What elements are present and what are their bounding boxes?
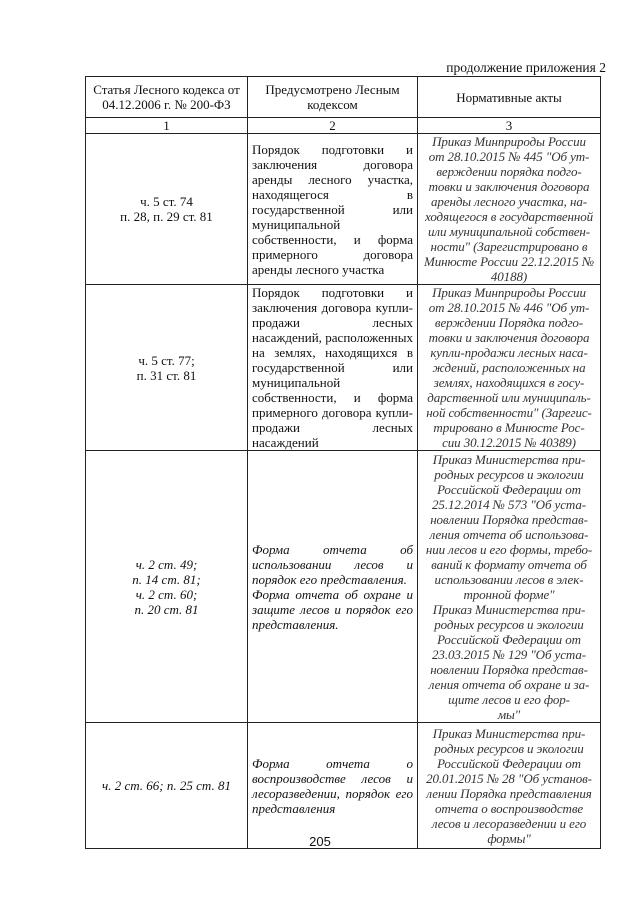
act-line: Приказ Министерства при- <box>432 451 586 467</box>
act-line: новлении Порядка представ- <box>430 661 588 677</box>
act-line: Российской Федерации от <box>437 755 581 771</box>
article-line: ч. 2 ст. 66; п. 25 ст. 81 <box>102 778 231 793</box>
act-line: ждений, расположенных на <box>432 360 586 375</box>
provision-cell: Порядок подготовки и заключения договора купли-продажи лесных насаждений, расположенных на землях, находящихся в государственной или муниципальной собственности, и форма примерного договора купли-продажи лесных насаждений <box>248 285 418 451</box>
act-line: трировано в Минюсте Рос- <box>433 420 585 435</box>
acts-cell <box>418 451 601 723</box>
act-line: Российской Федерации от <box>437 481 581 497</box>
act-line: землях, находящихся в госу- <box>433 375 585 390</box>
act-line: товки и заключения договора <box>428 330 590 345</box>
article-line: ч. 2 ст. 60; <box>135 586 198 602</box>
act-line: новлении Порядка представ- <box>430 511 588 527</box>
table-header-row <box>86 77 601 118</box>
acts-cell <box>418 285 601 451</box>
act-line: 25.12.2014 № 573 "Об уста- <box>432 496 586 512</box>
act-line: дарственной или муниципаль- <box>427 390 591 405</box>
act-line: аренды лесного участка, на- <box>431 194 587 209</box>
act-line: сии 30.12.2015 № 40389) <box>442 435 576 450</box>
page-number: 205 <box>309 834 331 849</box>
act-line: 20.01.2015 № 28 "Об установ- <box>426 770 592 786</box>
column-number-row <box>86 118 601 134</box>
article-line: п. 20 ст. 81 <box>134 601 199 617</box>
provision-cell <box>248 451 418 723</box>
table-row <box>86 723 601 849</box>
acts-cell <box>418 723 601 849</box>
article-line: ч. 2 ст. 49; <box>135 556 198 572</box>
provision-cell: Форма отчета о воспроизводстве лесов и лесоразведении, порядок его представления <box>248 723 418 849</box>
act-line: ной собственности" (Зарегис- <box>426 405 592 420</box>
act-line: 23.03.2015 № 129 "Об уста- <box>432 646 586 662</box>
act-line: Приказ Минприроды России <box>432 134 586 149</box>
article-line: ч. 5 ст. 74 <box>140 194 193 209</box>
act-line: или муниципальной собствен- <box>427 224 590 239</box>
table-row <box>86 134 601 285</box>
act-line: Приказ Министерства при- <box>432 725 586 741</box>
article-line: п. 14 ст. 81; <box>132 571 201 587</box>
act-line: нии лесов и его формы, требо- <box>425 541 593 557</box>
act-line: ности" (Зарегистрировано в <box>430 239 588 254</box>
provision-paragraph: Форма отчета об охране и защите лесов и порядок его представления. <box>252 586 413 632</box>
act-line: родных ресурсов и экологии <box>434 466 584 482</box>
act-line: верждении порядка подго- <box>436 164 582 179</box>
act-line: от 28.10.2015 № 446 "Об ут- <box>428 300 590 315</box>
act-line: родных ресурсов и экологии <box>434 740 584 756</box>
act-line: лесов и лесоразведении и его <box>431 815 587 831</box>
act-line: мы" <box>497 706 521 722</box>
article-cell <box>86 451 248 723</box>
act-line: отчета о воспроизводстве <box>434 800 584 816</box>
act-line: Приказ Минприроды России <box>432 285 586 300</box>
act-line: щите лесов и его фор- <box>448 691 570 707</box>
column-number: 3 <box>418 118 601 134</box>
act-line: купли-продажи лесных наса- <box>430 345 588 360</box>
article-line: ч. 5 ст. 77; <box>138 352 195 368</box>
act-line: использовании лесов в элек- <box>434 571 584 587</box>
act-line: от 28.10.2015 № 445 "Об ут- <box>428 149 590 164</box>
act-line: тронной форме" <box>463 586 555 602</box>
act-line: лении Порядка представления <box>426 785 592 801</box>
provision-cell: Порядок подготовки и заключения договора аренды лесного участка, находящегося в государственной или муниципальной собственности, и форма примерного договора аренды лесного участка <box>248 134 418 285</box>
article-cell <box>86 134 248 285</box>
acts-cell <box>418 134 601 285</box>
article-line: п. 31 ст. 81 <box>136 367 197 383</box>
column-number: 1 <box>86 118 248 134</box>
article-line: п. 28, п. 29 ст. 81 <box>120 209 213 224</box>
act-line: ходящегося в государственной <box>424 209 594 224</box>
act-line: верждении Порядка подго- <box>434 315 584 330</box>
article-cell <box>86 285 248 451</box>
header-provision: Предусмотрено Лесным кодексом <box>248 77 418 118</box>
act-line: ления отчета об использова- <box>429 526 589 542</box>
table-row <box>86 451 601 723</box>
act-line: Минюсте России 22.12.2015 № <box>423 254 595 269</box>
act-line: 40188) <box>490 269 528 284</box>
header-article: Статья Лесного кодекса от 04.12.2006 г. № 200-ФЗ <box>86 77 248 118</box>
act-line: родных ресурсов и экологии <box>434 616 584 632</box>
act-line: формы" <box>487 830 531 846</box>
act-line: ваний к формату отчета об <box>431 556 587 572</box>
act-line: Приказ Министерства при- <box>432 601 586 617</box>
header-normative-acts: Нормативные акты <box>418 77 601 118</box>
table-row <box>86 285 601 451</box>
column-number: 2 <box>248 118 418 134</box>
article-cell <box>86 723 248 849</box>
normative-acts-table <box>85 76 601 849</box>
act-line: ления отчета об охране и за- <box>428 676 590 692</box>
act-line: товки и заключения договора <box>428 179 590 194</box>
act-line: Российской Федерации от <box>437 631 581 647</box>
appendix-continuation-label: продолжение приложения 2 <box>446 60 606 75</box>
provision-paragraph: Форма отчета об использовании лесов и порядок его представления. <box>252 541 413 587</box>
